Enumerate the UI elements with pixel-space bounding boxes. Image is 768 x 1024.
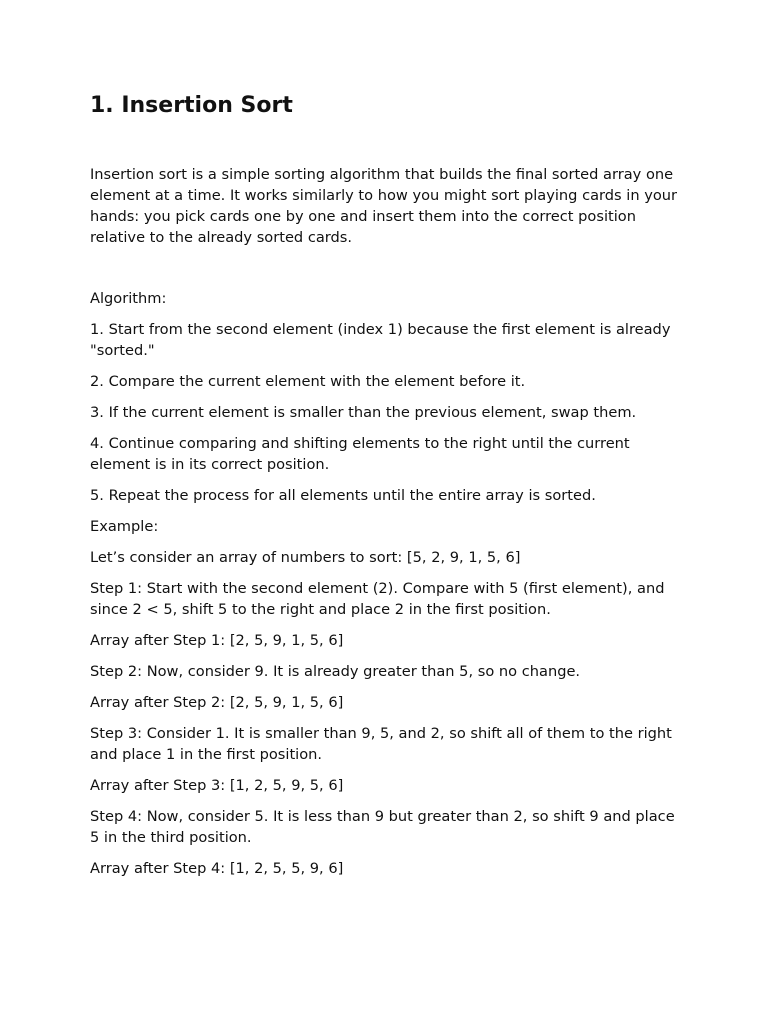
page-title: 1. Insertion Sort bbox=[90, 93, 293, 118]
example-heading: Example: bbox=[90, 518, 159, 535]
algorithm-section bbox=[90, 288, 680, 889]
array-state: Array after Step 2: [2, 5, 9, 1, 5, 6] bbox=[90, 694, 344, 711]
algorithm-heading: Algorithm: bbox=[90, 290, 167, 307]
example-step: Step 3: Consider 1. It is smaller than 9, 5, and 2, so shift all of them to the right and place 1 in the first position. bbox=[90, 725, 672, 763]
example-step: Step 2: Now, consider 9. It is already greater than 5, so no change. bbox=[90, 663, 581, 680]
algorithm-step: 5. Repeat the process for all elements until the entire array is sorted. bbox=[90, 487, 596, 504]
intro-paragraph: Insertion sort is a simple sorting algorithm that builds the final sorted array one element at a time. It works similarly to how you might sort playing cards in your hands: you pick cards one by one and insert them into the correct position relative to the already sorted cards. bbox=[90, 166, 678, 246]
array-state: Array after Step 1: [2, 5, 9, 1, 5, 6] bbox=[90, 632, 344, 649]
algorithm-step: 3. If the current element is smaller than the previous element, swap them. bbox=[90, 404, 637, 421]
algorithm-step: 2. Compare the current element with the element before it. bbox=[90, 373, 526, 390]
algorithm-step: 1. Start from the second element (index 1) because the first element is already "sorted." bbox=[90, 321, 671, 359]
example-step: Step 1: Start with the second element (2). Compare with 5 (first element), and since 2 < 5, shift 5 to the right and place 2 in the first position. bbox=[90, 580, 665, 618]
algorithm-step: 4. Continue comparing and shifting elements to the right until the current element is in its correct position. bbox=[90, 435, 630, 473]
array-state: Array after Step 3: [1, 2, 5, 9, 5, 6] bbox=[90, 777, 344, 794]
example-step: Step 4: Now, consider 5. It is less than 9 but greater than 2, so shift 9 and place 5 in the third position. bbox=[90, 808, 675, 846]
example-intro: Let’s consider an array of numbers to sort: [5, 2, 9, 1, 5, 6] bbox=[90, 549, 521, 566]
array-state: Array after Step 4: [1, 2, 5, 5, 9, 6] bbox=[90, 860, 344, 877]
